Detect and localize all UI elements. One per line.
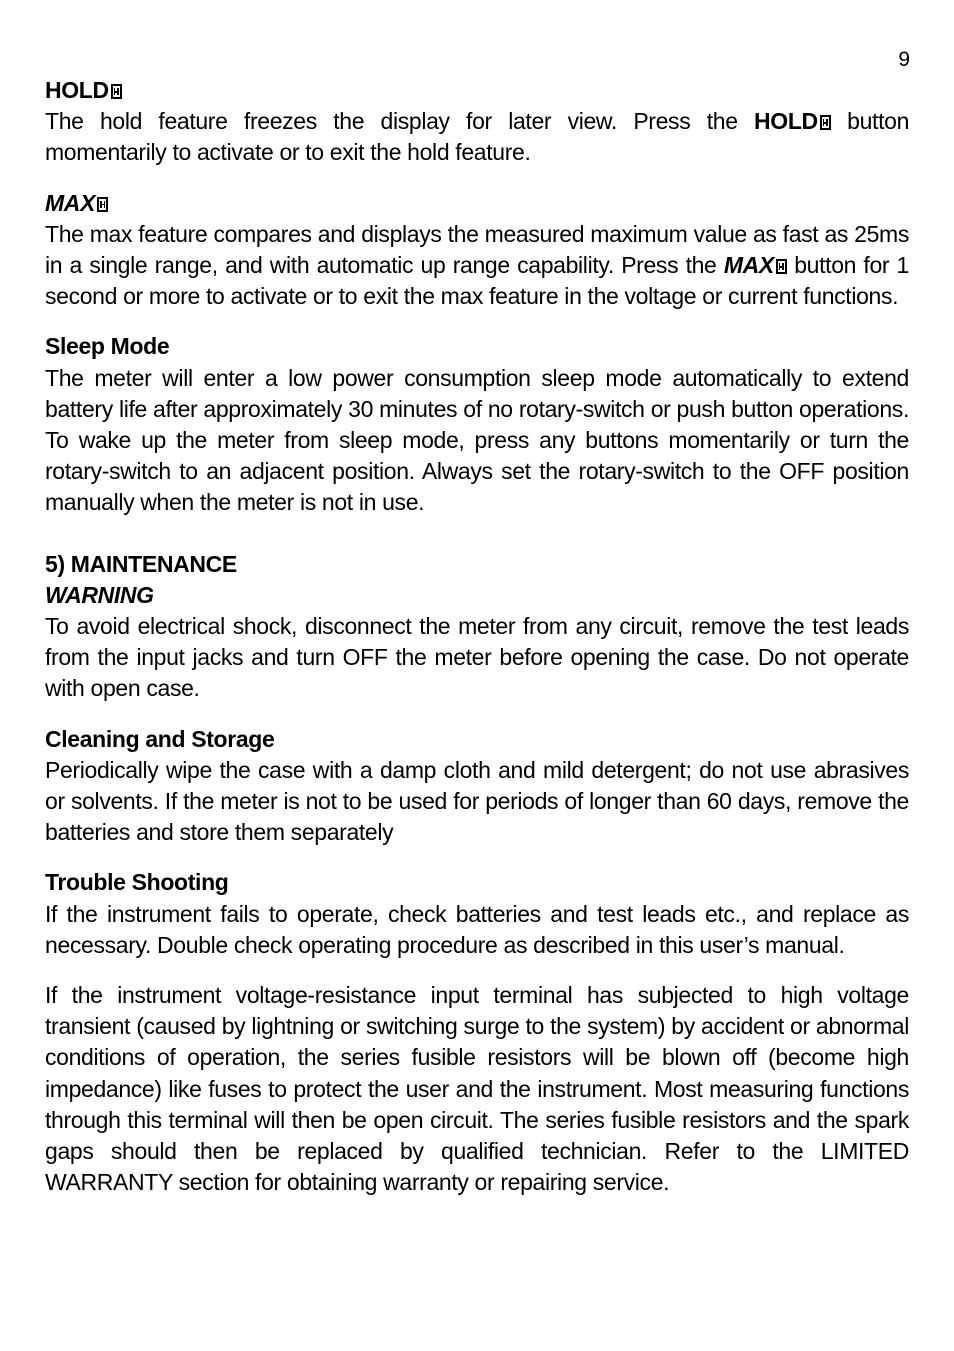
- hold-text-a: The hold feature freezes the display for later view. Press the: [45, 108, 755, 135]
- sleep-paragraph: The meter will enter a low power consumption sleep mode automatically to extend battery life after approximately 30 minutes of no rotary-switch or push button operations. To wake up the meter from sleep mode, press any buttons momentarily or turn the rotary-switch to an adjacent position. Always set the rotary-switch to the OFF position manually when the meter is not in use.: [45, 364, 909, 516]
- hold-text-b: button momentarily to activate or to exit the hold feature.: [45, 108, 910, 166]
- trouble-heading: Trouble Shooting: [45, 869, 229, 896]
- max-h-icon: [97, 197, 108, 212]
- hold-h-icon-inline: [820, 115, 831, 130]
- max-heading: [45, 188, 909, 219]
- sleep-heading: Sleep Mode: [45, 333, 170, 360]
- hold-h-icon: [111, 84, 122, 99]
- page-content: [45, 75, 909, 1199]
- cleaning-paragraph: Periodically wipe the case with a damp cloth and mild detergent; do not use abrasives or solvents. If the meter is not to be used for periods of longer than 60 days, remove the batteries and store them separately: [45, 756, 909, 846]
- max-text-a: The max feature compares and displays the measured maximum value as fast as 25ms in a single range, and with automatic up range capability. Press the: [45, 220, 909, 279]
- hold-button-name: HOLD: [754, 108, 818, 135]
- warning-label: WARNING: [45, 581, 154, 608]
- cleaning-heading: Cleaning and Storage: [45, 725, 275, 752]
- hold-paragraph: [45, 106, 909, 168]
- page-number: 9: [898, 48, 910, 71]
- max-text-b: button for 1 second or more to activate or to exit the max feature in the voltage or current functions.: [45, 252, 909, 310]
- hold-heading: [45, 75, 909, 106]
- hold-heading-text: HOLD: [45, 77, 109, 103]
- trouble-paragraph-2: If the instrument voltage-resistance input terminal has subjected to high voltage transient (caused by lightning or switching surge to the system) by accident or abnormal conditions of operation, the series fusible resistors will be blown off (become high impedance) like fuses to protect the user and the instrument. Most measuring functions through this terminal will then be open circuit. The series fusible resistors and the spark gaps should then be replaced by qualified technician. Refer to the LIMITED WARRANTY section for obtaining warranty or repairing service.: [45, 982, 909, 1196]
- max-paragraph: [45, 219, 909, 313]
- max-button-name: MAX: [723, 252, 774, 279]
- maintenance-heading: 5) MAINTENANCE: [45, 550, 237, 577]
- max-heading-text: MAX: [45, 189, 96, 216]
- trouble-paragraph-1: If the instrument fails to operate, check batteries and test leads etc., and replace as necessary. Double check operating procedure as described in this user’s manual.: [45, 900, 909, 958]
- maintenance-paragraph: To avoid electrical shock, disconnect the meter from any circuit, remove the test leads from the input jacks and turn OFF the meter before opening the case. Do not operate with open case.: [45, 613, 909, 702]
- max-h-icon-inline: [776, 259, 787, 274]
